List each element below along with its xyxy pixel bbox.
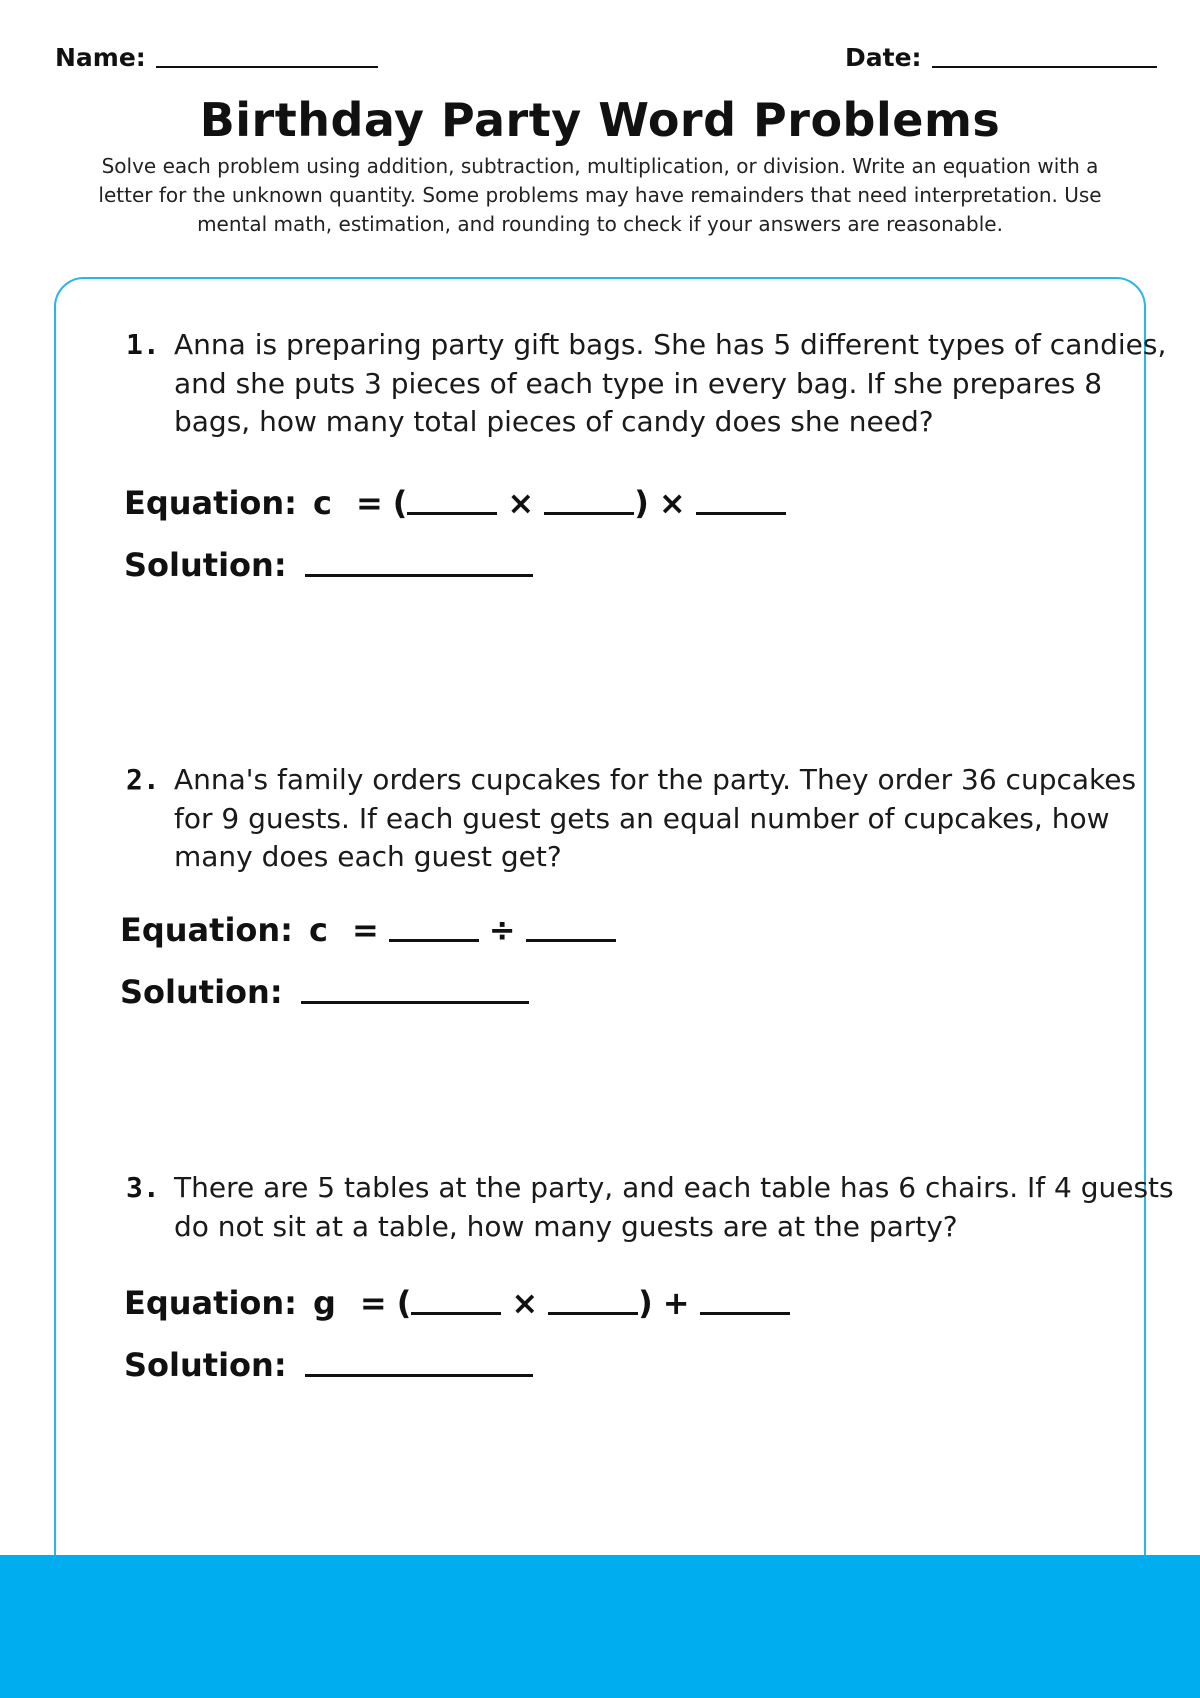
footer-band (0, 1555, 1200, 1698)
answer-blank[interactable] (548, 1312, 638, 1315)
problem-text: Anna's family orders cupcakes for the party. They order 36 cupcakes for 9 guests. If each guest gets an equal number of cupcakes, how many does each guest get? (174, 763, 1137, 873)
name-blank-line[interactable] (156, 66, 378, 68)
problem-number: 1. (126, 328, 160, 361)
multiply-sign: × (511, 1284, 539, 1322)
solution-label: Solution: (124, 1346, 287, 1384)
multiply-sign: × (658, 484, 686, 522)
answer-blank[interactable] (411, 1312, 501, 1315)
header-fields (55, 42, 1155, 78)
equation-variable: c (312, 484, 332, 522)
open-paren: ( (392, 484, 408, 522)
equation-label: Equation: (124, 1284, 297, 1322)
equation-row-2 (120, 910, 616, 950)
solution-row-3 (124, 1345, 533, 1385)
equation-label: Equation: (120, 911, 293, 949)
close-paren: ) (634, 484, 649, 522)
equation-label: Equation: (124, 484, 297, 522)
equation-row-1 (124, 483, 786, 523)
problem-number: 2. (126, 763, 160, 796)
equals-sign: = (351, 911, 379, 949)
date-blank-line[interactable] (932, 66, 1157, 68)
answer-blank[interactable] (389, 939, 479, 942)
open-paren: ( (396, 1284, 412, 1322)
divide-sign: ÷ (488, 911, 516, 949)
date-field[interactable] (845, 42, 1157, 74)
multiply-sign: × (507, 484, 535, 522)
solution-label: Solution: (124, 546, 287, 584)
name-label: Name: (55, 43, 146, 72)
answer-blank[interactable] (544, 512, 634, 515)
solution-blank[interactable] (301, 1001, 529, 1004)
solution-blank[interactable] (305, 574, 533, 577)
problems-panel (54, 277, 1174, 1698)
answer-blank[interactable] (696, 512, 786, 515)
close-paren: ) (638, 1284, 653, 1322)
equation-variable: g (312, 1284, 336, 1322)
solution-label: Solution: (120, 973, 283, 1011)
name-field[interactable] (55, 42, 378, 74)
problem-number: 3. (126, 1171, 160, 1204)
problem-text: Anna is preparing party gift bags. She has 5 different types of candies, and she puts 3 pieces of each type in every bag. If she prepares 8 bags, how many total pieces of candy does she need? (174, 328, 1167, 438)
problem-text: There are 5 tables at the party, and each table has 6 chairs. If 4 guests do not sit at a table, how many guests are at the party? (174, 1171, 1174, 1243)
equals-sign: = (355, 484, 383, 522)
solution-row-1 (124, 545, 533, 585)
date-label: Date: (845, 43, 922, 72)
instructions: Solve each problem using addition, subtraction, multiplication, or division. Write an equation with a letter for the unknown quantity. Some problems may have remainders that need interpretation. Use mental math, estimation, and rounding to check if your answers are reasonable. (98, 154, 1102, 236)
solution-blank[interactable] (305, 1374, 533, 1377)
solution-row-2 (120, 972, 529, 1012)
answer-blank[interactable] (700, 1312, 790, 1315)
page-title: Birthday Party Word Problems (199, 93, 1001, 147)
equation-variable: c (308, 911, 328, 949)
answer-blank[interactable] (526, 939, 616, 942)
plus-sign: + (662, 1284, 690, 1322)
equation-row-3 (124, 1283, 790, 1323)
answer-blank[interactable] (407, 512, 497, 515)
equals-sign: = (359, 1284, 387, 1322)
